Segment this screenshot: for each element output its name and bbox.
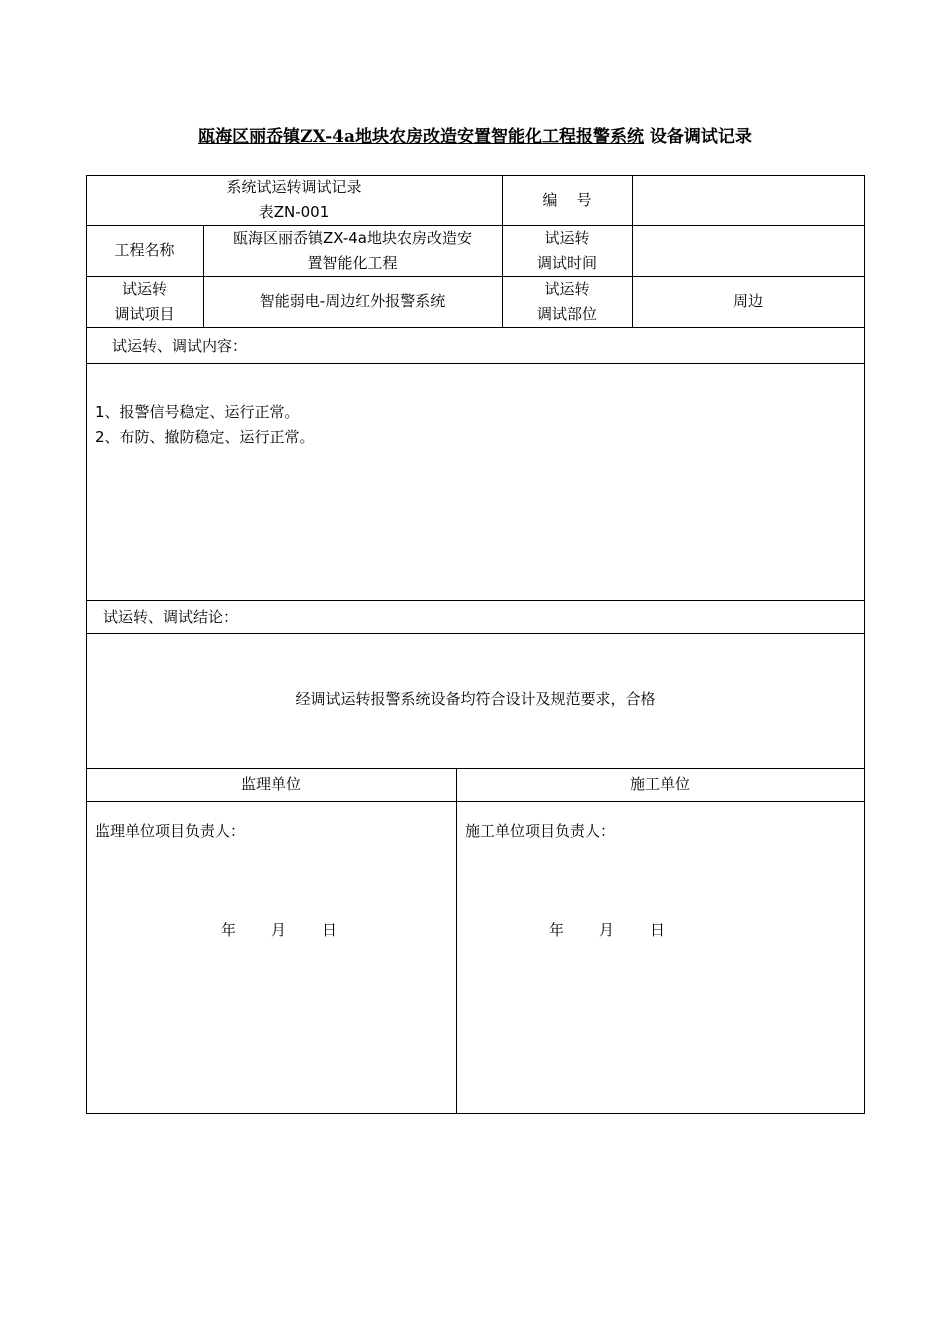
document-title: [0, 122, 950, 147]
rule-row3: [86, 327, 865, 328]
contractor-signer-label: 施工单位项目负责人：: [465, 822, 616, 840]
contractor-day: 日: [650, 921, 666, 939]
title-underlined: 瓯海区丽岙镇ZX-4a地块农房改造安置智能化工程报警系统: [198, 127, 644, 147]
rule-sign-header: [86, 801, 865, 802]
content-line-2: 2、布防、撤防稳定、运行正常。: [95, 428, 315, 446]
supervisor-day: 日: [322, 921, 338, 939]
project-name-label: 工程名称: [114, 241, 175, 259]
project-name-value: 瓯海区丽岙镇ZX-4a地块农房改造安 置智能化工程: [233, 228, 472, 272]
conclusion-text: 经调试运转报警系统设备均符合设计及规范要求，合格: [295, 690, 656, 708]
number-label: 编 号: [542, 190, 592, 209]
rule-content-label: [86, 363, 865, 364]
test-item-value: 智能弱电-周边红外报警系统: [259, 292, 446, 310]
supervisor-year: 年: [221, 921, 237, 939]
number-value: [632, 175, 864, 225]
supervisor-header: 监理单位: [240, 775, 301, 793]
supervisor-signer-label: 监理单位项目负责人：: [95, 822, 246, 840]
test-location-value: 周边: [732, 292, 763, 310]
rule-bottom: [86, 1113, 865, 1114]
form-code: 表ZN-001: [258, 203, 330, 221]
rule-right: [864, 175, 865, 1114]
test-location-label: 试运转 调试部位: [536, 279, 597, 323]
form-title: 系统试运转调试记录: [226, 178, 362, 196]
contractor-year: 年: [549, 921, 565, 939]
record-table: [86, 175, 865, 1114]
rule-conclusion-label: [86, 633, 865, 634]
test-item-label: 试运转 调试项目: [114, 279, 175, 323]
conclusion-label: 试运转、调试结论：: [103, 608, 239, 626]
rule-sign-divider: [456, 768, 457, 1113]
test-time-label: 试运转 调试时间: [536, 228, 597, 272]
contractor-month: 月: [599, 921, 615, 939]
rule-content-body: [86, 600, 865, 601]
contractor-header: 施工单位: [629, 775, 690, 793]
test-time-value: [632, 225, 864, 276]
supervisor-month: 月: [271, 921, 287, 939]
content-label: 试运转、调试内容：: [112, 337, 248, 355]
title-rest: 设备调试记录: [643, 127, 752, 147]
content-line-1: 1、报警信号稳定、运行正常。: [95, 403, 300, 421]
form-title-cell: [86, 175, 502, 225]
